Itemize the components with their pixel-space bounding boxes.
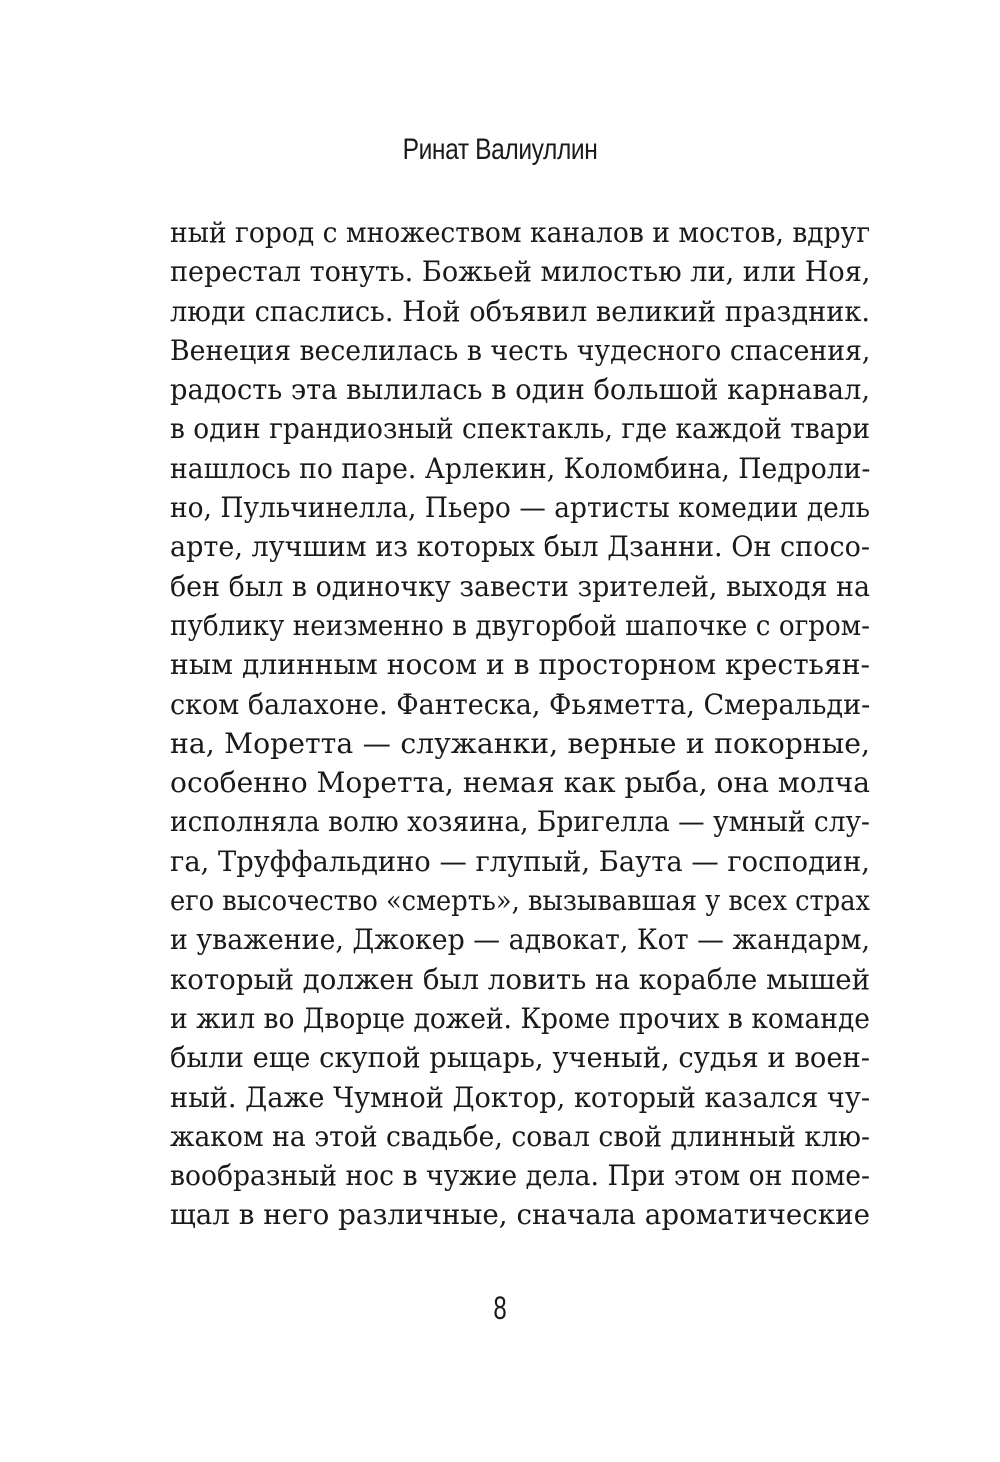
text-line: и жил во Дворце дожей. Кроме прочих в команде bbox=[170, 1001, 870, 1035]
text-line: щал в него различные, сначала ароматические bbox=[170, 1198, 870, 1232]
text-line: перестал тонуть. Божьей милостью ли, или Ноя, bbox=[170, 255, 871, 289]
text-line: исполняла волю хозяина, Бригелла — умный слу- bbox=[170, 805, 870, 839]
text-line: и уважение, Джокер — адвокат, Кот — жандарм, bbox=[170, 923, 870, 957]
body-text bbox=[170, 213, 870, 1235]
text-line: ском балахоне. Фантеска, Фьяметта, Смеральди- bbox=[170, 687, 871, 721]
text-line: арте, лучшим из которых был Дзанни. Он спосо- bbox=[170, 530, 870, 564]
text-line: ным длинным носом и в просторном крестьян- bbox=[170, 648, 870, 682]
text-line: ный. Даже Чумной Доктор, который казался чу- bbox=[170, 1080, 871, 1114]
text-line: жаком на этой свадьбе, совал свой длинный клю- bbox=[170, 1119, 870, 1153]
text-line: нашлось по паре. Арлекин, Коломбина, Педроли- bbox=[170, 451, 871, 485]
text-line: люди спаслись. Ной объявил великий праздник. bbox=[170, 294, 870, 328]
text-line: были еще скупой рыцарь, ученый, судья и воен- bbox=[170, 1041, 870, 1075]
text-line: вообразный нос в чужие дела. При этом он поме- bbox=[170, 1159, 870, 1193]
text-line: публику неизменно в двугорбой шапочке с огром- bbox=[170, 608, 870, 642]
text-line: бен был в одиночку завести зрителей, выходя на bbox=[170, 569, 870, 603]
text-line: га, Труффальдино — глупый, Баута — господин, bbox=[170, 844, 870, 878]
running-head-author: Ринат Валиуллин bbox=[402, 133, 598, 166]
text-line: но, Пульчинелла, Пьеро — артисты комедии дель bbox=[170, 491, 870, 525]
text-line: в один грандиозный спектакль, где каждой твари bbox=[170, 412, 870, 446]
text-line: который должен был ловить на корабле мышей bbox=[170, 962, 870, 996]
text-line: особенно Моретта, немая как рыба, она молча bbox=[170, 766, 870, 800]
text-line: его высочество «смерть», вызывавшая у всех страх bbox=[170, 884, 870, 918]
page-number: 8 bbox=[493, 1290, 507, 1326]
text-line: радость эта вылилась в один большой карнавал, bbox=[170, 373, 871, 407]
text-line: Венеция веселилась в честь чудесного спасения, bbox=[170, 333, 871, 367]
text-line: ный город с множеством каналов и мостов, вдруг bbox=[170, 216, 871, 249]
text-line: на, Моретта — служанки, верные и покорные, bbox=[170, 726, 870, 760]
